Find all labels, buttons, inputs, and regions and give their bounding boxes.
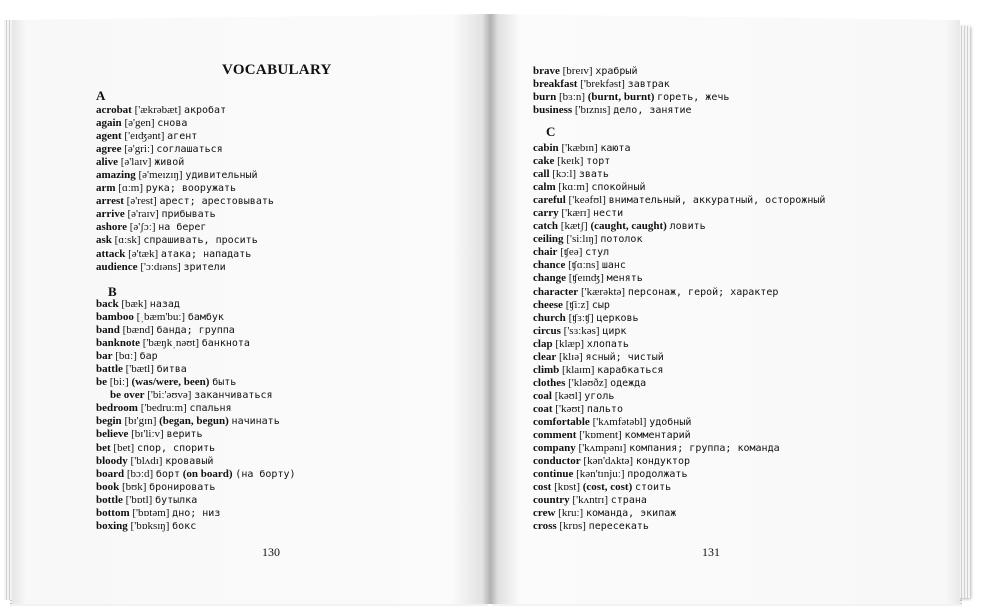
section-letter-c: C [546, 124, 556, 139]
vocab-entry [533, 442, 825, 455]
entry-transcription: [bɪ'gɪn] [124, 415, 157, 428]
entry-word: be [96, 376, 107, 389]
page-number-left: 130 [262, 545, 280, 559]
entry-translation: спокойный [591, 182, 646, 194]
entry-word: believe [96, 428, 129, 441]
entry-word: agent [96, 130, 122, 143]
entry-transcription: [bɑː] [115, 350, 137, 363]
entry-translation: стоить [634, 482, 672, 494]
entry-forms: (caught, caught) [590, 220, 667, 233]
entry-transcription: ['kærɪ] [561, 207, 591, 220]
entry-translation: битва [156, 364, 187, 376]
entry-transcription: [bænd] [122, 324, 154, 337]
entry-word: burn [533, 91, 557, 104]
entry-translation: команда, экипаж [585, 508, 677, 520]
entry-word: bottom [96, 506, 130, 519]
vocab-entry [533, 155, 825, 168]
entry-translation: живой [154, 157, 185, 169]
vocab-entry [533, 494, 825, 507]
vocab-entry [533, 220, 825, 233]
entry-transcription: ['kləʊðz] [568, 376, 608, 389]
entry-translation: внимательный, аккуратный, осторожный [608, 195, 826, 207]
entry-word: bloody [96, 454, 128, 467]
entry-translation: завтрак [627, 79, 670, 91]
vocab-entry [96, 389, 296, 402]
entry-word: change [533, 272, 566, 285]
entry-transcription: ['siːlɪŋ] [566, 233, 598, 246]
entry-transcription: ['bɒksɪŋ] [130, 519, 170, 532]
entry-translation: назад [149, 299, 180, 310]
vocab-entry [533, 91, 729, 104]
entry-translation: спор, спорить [136, 442, 216, 454]
entry-word: band [96, 324, 120, 337]
entry-transcription: ['kɒment] [579, 429, 622, 442]
vocab-entry [96, 455, 296, 468]
entry-word: bet [96, 441, 111, 454]
entry-word: banknote [96, 337, 141, 350]
entry-word: conductor [533, 455, 581, 468]
entry-word: comment [533, 429, 577, 442]
entry-list-b [96, 298, 296, 533]
vocab-entry [533, 390, 825, 403]
entry-transcription: ['bæŋkˌnəʊt] [142, 337, 200, 350]
entry-word: attack [96, 247, 126, 260]
entry-word: crew [533, 507, 556, 520]
entry-translation: начинать [231, 416, 280, 428]
entry-word: back [96, 298, 119, 310]
entry-translation: акробат [183, 105, 227, 116]
entry-transcription: ['keəfʊl] [568, 194, 606, 207]
page-edges-left [4, 20, 13, 600]
vocab-entry [96, 507, 296, 520]
entry-word: begin [96, 415, 122, 428]
entry-transcription: [keɪk] [557, 155, 584, 168]
entry-transcription: ['ækrəbæt] [134, 104, 182, 116]
entry-translation: пересекать [588, 521, 649, 533]
vocab-entry [96, 221, 274, 234]
entry-word: arrive [96, 208, 125, 221]
entry-word: carry [533, 207, 559, 220]
entry-transcription: [kəʊl] [554, 389, 582, 402]
entry-word: battle [96, 363, 123, 376]
vocab-entry [96, 156, 274, 169]
vocab-entry [533, 142, 825, 155]
entry-word: business [533, 104, 573, 117]
vocab-entry [533, 233, 825, 246]
entry-list-c [533, 142, 825, 533]
entry-forms: (began, begun) [159, 415, 229, 428]
entry-translation: нести [593, 208, 624, 220]
entry-translation: комментарий [624, 430, 691, 442]
vocab-entry [96, 350, 296, 363]
entry-word: bar [96, 350, 113, 363]
entry-word: clear [533, 350, 557, 363]
entry-word: comfortable [533, 415, 590, 428]
vocab-entry [96, 468, 296, 481]
vocab-entry [533, 299, 825, 312]
entry-word: careful [533, 194, 566, 207]
vocab-entry [533, 104, 729, 117]
entry-translation: дно; низ [172, 507, 221, 519]
vocab-entry [96, 311, 296, 324]
entry-transcription: [breɪv] [562, 65, 593, 77]
entry-transcription: [ə'ʃɔː] [129, 221, 156, 234]
entry-translation: цирк [602, 325, 627, 337]
entry-transcription: [ʧeə] [560, 246, 583, 259]
entry-translation: агент [167, 131, 198, 143]
vocab-entry [96, 415, 296, 428]
entry-translation: храбрый [595, 66, 638, 77]
entry-transcription: ['kʌmpənɪ] [578, 442, 627, 455]
entry-translation: борт [155, 468, 180, 480]
entry-translation: хлопать [586, 338, 629, 350]
entry-transcription: ['eɪʤənt] [124, 130, 165, 143]
entry-translation: на берег [158, 222, 207, 234]
vocab-entry [96, 130, 274, 143]
entry-forms: (burnt, burnt) [587, 91, 655, 104]
entry-translation: банкнота [201, 338, 250, 350]
section-letter-b: B [108, 284, 117, 299]
entry-word: ashore [96, 221, 127, 234]
entry-translation: зрители [183, 261, 226, 273]
entry-transcription: [ə'rest] [126, 195, 157, 208]
entry-transcription: ['bætl] [125, 363, 154, 376]
vocab-entry [96, 104, 274, 117]
vocab-entry [96, 182, 274, 195]
vocab-entry [533, 364, 825, 377]
entry-word: cake [533, 155, 555, 168]
entry-translation: шанс [601, 260, 626, 272]
entry-word: church [533, 311, 566, 324]
entry-translation: продолжать [627, 469, 688, 481]
entry-word: calm [533, 181, 556, 194]
page-number-right: 131 [702, 545, 720, 559]
entry-transcription: [kɒst] [554, 481, 580, 494]
entry-transcription: ['biː'əʊvə] [147, 389, 192, 402]
entry-transcription: [ʧɑːns] [568, 259, 600, 272]
entry-translation: бронировать [149, 481, 216, 493]
entry-word: continue [533, 468, 574, 481]
entry-transcription: [ɑːm] [118, 182, 143, 195]
entry-transcription: ['kæbɪn] [561, 142, 598, 154]
entry-transcription: ['brekfəst] [580, 78, 625, 91]
vocab-entry [533, 403, 825, 416]
entry-transcription: ['kʌmfətəbl] [592, 415, 647, 428]
vocab-entry [96, 117, 274, 130]
entry-translation: спальня [189, 403, 232, 415]
vocab-entry [533, 377, 825, 390]
entry-transcription: ['bɪznɪs] [574, 104, 611, 117]
entry-transcription: [ə'tæk] [128, 247, 159, 260]
entry-word: clap [533, 337, 553, 350]
entry-translation: атака; нападать [160, 248, 252, 260]
vocab-entry [533, 468, 825, 481]
entry-translation: верить [166, 429, 203, 441]
entry-translation: заканчиваться [194, 390, 273, 402]
vocab-entry [96, 520, 296, 533]
entry-transcription: ['bedruːm] [140, 402, 187, 415]
entry-transcription: ['sɜːkəs] [563, 324, 600, 337]
entry-word: character [533, 285, 579, 298]
entry-translation: бокс [172, 520, 197, 532]
vocab-entry [533, 194, 825, 207]
entry-transcription: [ʧeɪnʤ] [568, 272, 604, 285]
vocab-entry [96, 428, 296, 441]
vocab-entry [533, 507, 825, 520]
entry-translation: ловить [669, 221, 706, 233]
entry-word: cabin [533, 142, 559, 154]
entry-list-a [96, 104, 274, 274]
vocab-entry [533, 78, 729, 91]
entry-translation: уголь [584, 390, 615, 402]
entry-translation: ясный; чистый [585, 351, 664, 363]
entry-transcription: [kən'tɪnjuː] [576, 468, 625, 481]
vocab-entry [533, 246, 825, 259]
entry-transcription: [ʧɜːʧ] [568, 311, 594, 324]
entry-forms: (cost, cost) [582, 481, 633, 494]
entry-transcription: [kɑːm] [558, 181, 589, 194]
entry-word: country [533, 494, 570, 507]
entry-word: chance [533, 259, 566, 272]
entry-word: coat [533, 402, 553, 415]
entry-transcription: ['kærəktə] [580, 285, 626, 298]
entry-list-b-cont [533, 65, 729, 117]
entry-transcription: [bɜːn] [559, 91, 586, 104]
entry-word: alive [96, 156, 118, 169]
entry-translation: спрашивать, просить [143, 235, 258, 247]
entry-translation: бамбук [187, 312, 224, 324]
entry-word: acrobat [96, 104, 132, 116]
vocab-entry [533, 351, 825, 364]
entry-word: cross [533, 520, 557, 533]
entry-forms: (was/were, been) [131, 376, 210, 389]
entry-translation: одежда [610, 377, 647, 389]
vocab-entry [533, 325, 825, 338]
entry-word: circus [533, 324, 561, 337]
vocab-entry [96, 337, 296, 350]
entry-extra: (on board) [182, 467, 233, 480]
vocab-entry [533, 272, 825, 285]
vocab-entry [96, 169, 274, 182]
vocab-entry [96, 442, 296, 455]
entry-transcription: [ˌbæm'buː] [136, 311, 186, 324]
entry-transcription: [kɔːl] [552, 168, 577, 181]
entry-transcription: [bʊk] [122, 480, 147, 493]
vocab-entry [96, 208, 274, 221]
entry-transcription: ['bɒtl] [125, 493, 153, 506]
entry-word: amazing [96, 169, 136, 182]
entry-translation: соглашаться [156, 144, 223, 156]
entry-word: chair [533, 246, 558, 259]
entry-transcription: [ə'raɪv] [127, 208, 159, 221]
entry-word: ask [96, 234, 112, 247]
entry-word: arm [96, 182, 116, 195]
book-gutter [482, 14, 498, 604]
vocab-entry [96, 481, 296, 494]
entry-translation: банда; группа [156, 325, 235, 337]
entry-transcription: [ə'meɪzɪŋ] [138, 169, 183, 182]
entry-extra-translation: (на борту) [235, 468, 296, 480]
entry-word: ceiling [533, 233, 564, 246]
entry-transcription: [bɔːd] [126, 467, 154, 480]
entry-translation: удобный [649, 416, 692, 428]
entry-transcription: [kən'dʌktə] [583, 455, 634, 468]
vocab-entry [533, 65, 729, 78]
entry-transcription: [bæk] [121, 298, 148, 310]
vocab-entry [96, 143, 274, 156]
entry-translation: гореть, жечь [657, 92, 730, 104]
entry-word: call [533, 168, 550, 181]
entry-word: book [96, 480, 120, 493]
vocab-entry [533, 338, 825, 351]
entry-translation: каюта [600, 143, 631, 154]
entry-transcription: [klæp] [555, 337, 585, 350]
entry-translation: карабкаться [597, 364, 664, 376]
entry-word: cheese [533, 298, 563, 311]
entry-translation: быть [212, 377, 237, 389]
entry-translation: кровавый [165, 455, 214, 467]
vocab-entry [96, 248, 274, 261]
entry-translation: пальто [586, 403, 623, 415]
entry-word: catch [533, 220, 559, 233]
vocab-entry [533, 181, 825, 194]
vocab-entry [96, 363, 296, 376]
entry-translation: потолок [600, 234, 643, 246]
entry-translation: кондуктор [635, 456, 690, 468]
page-title: VOCABULARY [222, 62, 332, 78]
entry-translation: звать [578, 169, 609, 181]
entry-translation: церковь [596, 312, 639, 324]
vocab-entry [96, 298, 296, 311]
vocab-entry [96, 376, 296, 389]
entry-translation: бутылка [155, 494, 198, 506]
entry-word: bamboo [96, 311, 134, 324]
entry-translation: снова [157, 118, 188, 130]
entry-transcription: [bet] [113, 441, 135, 454]
vocab-entry [533, 168, 825, 181]
vocab-entry [533, 312, 825, 325]
entry-translation: прибывать [161, 209, 216, 221]
entry-transcription: [bɪ'liːv] [131, 428, 164, 441]
entry-transcription: ['ɔːdɪəns] [140, 260, 181, 273]
vocab-entry [96, 261, 274, 274]
entry-translation: сыр [591, 299, 610, 311]
entry-transcription: ['kəʊt] [555, 402, 585, 415]
entry-word: board [96, 467, 125, 480]
vocab-entry [96, 324, 296, 337]
entry-translation: стул [585, 247, 610, 259]
entry-transcription: [klaɪm] [562, 363, 595, 376]
entry-translation: менять [606, 273, 643, 285]
entry-transcription: [ə'gen] [124, 117, 155, 130]
entry-translation: торт [586, 156, 611, 168]
entry-translation: бар [139, 351, 158, 363]
vocab-entry [533, 455, 825, 468]
entry-translation: дело, занятие [613, 105, 692, 117]
entry-transcription: [ɑːsk] [114, 234, 141, 247]
vocab-entry [533, 259, 825, 272]
entry-transcription: [ə'laɪv] [120, 156, 152, 169]
entry-transcription: ['blʌdɪ] [130, 454, 163, 467]
entry-translation: персонаж, герой; характер [627, 286, 779, 298]
entry-transcription: [krɒs] [559, 520, 586, 533]
vocab-entry [533, 286, 825, 299]
entry-translation: компания; группа; команда [629, 443, 780, 455]
entry-transcription: [ə'griː] [124, 143, 154, 156]
entry-word: bedroom [96, 402, 138, 415]
entry-transcription: [kruː] [558, 507, 584, 520]
entry-transcription: ['bɒtəm] [132, 506, 170, 519]
vocab-entry [533, 520, 825, 533]
entry-word: brave [533, 65, 560, 77]
entry-transcription: [klɪə] [558, 350, 583, 363]
entry-translation: удивительный [185, 170, 258, 182]
vocab-entry [533, 416, 825, 429]
entry-word: agree [96, 143, 122, 156]
entry-transcription: [biː] [109, 376, 129, 389]
vocab-entry [96, 402, 296, 415]
entry-word: bottle [96, 493, 123, 506]
section-letter-a: A [96, 88, 106, 103]
entry-word: be over [110, 389, 145, 402]
entry-translation: страна [610, 495, 647, 507]
entry-word: coal [533, 389, 552, 402]
entry-word: again [96, 117, 122, 130]
entry-transcription: [kætʃ] [560, 220, 588, 233]
entry-translation: арест; арестовывать [159, 196, 274, 208]
entry-word: company [533, 442, 576, 455]
vocab-entry [533, 481, 825, 494]
vocab-entry [96, 494, 296, 507]
entry-word: breakfast [533, 78, 578, 91]
entry-transcription: ['kʌntrɪ] [572, 494, 609, 507]
entry-word: cost [533, 481, 552, 494]
entry-word: clothes [533, 376, 566, 389]
entry-word: arrest [96, 195, 124, 208]
vocab-entry [96, 234, 274, 247]
entry-word: boxing [96, 519, 128, 532]
vocab-entry [533, 207, 825, 220]
entry-translation: рука; вооружать [145, 183, 237, 195]
entry-transcription: [ʧiːz] [565, 298, 590, 311]
entry-word: climb [533, 363, 560, 376]
vocab-entry [533, 429, 825, 442]
entry-word: audience [96, 260, 138, 273]
vocab-entry [96, 195, 274, 208]
